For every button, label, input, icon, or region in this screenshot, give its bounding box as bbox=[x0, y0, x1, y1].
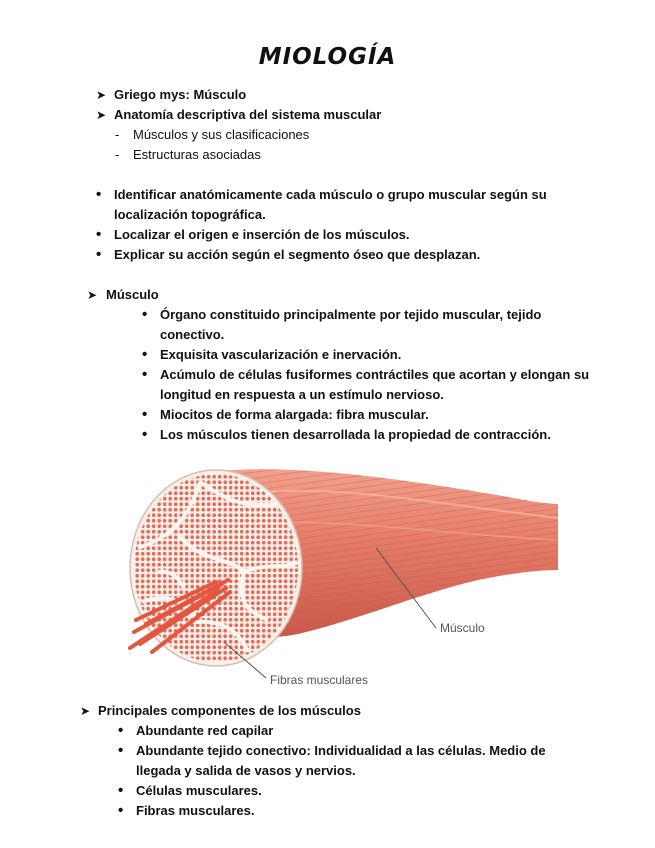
intro-subitem-text: Músculos y sus clasificaciones bbox=[133, 127, 310, 142]
muscle-bullet-text: Los músculos tienen desarrollada la propiedad de contracción. bbox=[160, 427, 551, 442]
muscle-bullet-text: Acúmulo de células fusiformes contráctiles que acortan y elongan su bbox=[160, 367, 590, 382]
dot-bullet-icon: • bbox=[118, 782, 124, 799]
dot-bullet-icon: • bbox=[142, 306, 148, 323]
dot-bullet-icon: • bbox=[96, 246, 102, 263]
dot-bullet-icon: • bbox=[142, 346, 148, 363]
page-title: MIOLOGÍA bbox=[258, 44, 397, 70]
objective-text: Localizar el origen e inserción de los músculos. bbox=[114, 227, 410, 242]
dot-bullet-icon: • bbox=[118, 722, 124, 739]
muscle-illustration bbox=[118, 452, 558, 700]
arrow-bullet-icon: ➤ bbox=[96, 88, 107, 102]
label-fibras-musculares: Fibras musculares bbox=[270, 673, 369, 687]
dash-bullet-icon: - bbox=[115, 127, 120, 142]
muscle-bullet-text: Miocitos de forma alargada: fibra muscular. bbox=[160, 407, 429, 422]
objective-text: Explicar su acción según el segmento óseo que desplazan. bbox=[114, 247, 481, 262]
objective-text: localización topográfica. bbox=[114, 207, 266, 222]
label-musculo: Músculo bbox=[440, 621, 485, 635]
muscle-bullet-text: Órgano constituido principalmente por tejido muscular, tejido bbox=[160, 307, 542, 322]
dash-bullet-icon: - bbox=[115, 147, 120, 162]
intro-subitem-text: Estructuras asociadas bbox=[133, 147, 261, 162]
component-bullet-text: Abundante tejido conectivo: Individualidad a las células. Medio de bbox=[136, 743, 546, 758]
dot-bullet-icon: • bbox=[118, 802, 124, 819]
arrow-bullet-icon: ➤ bbox=[96, 108, 107, 122]
dot-bullet-icon: • bbox=[96, 226, 102, 243]
dot-bullet-icon: • bbox=[96, 186, 102, 203]
arrow-bullet-icon: ➤ bbox=[80, 704, 91, 718]
objective-text: Identificar anatómicamente cada músculo o grupo muscular según su bbox=[114, 187, 547, 202]
intro-item-text: Anatomía descriptiva del sistema muscular bbox=[114, 107, 382, 122]
component-bullet-text: Abundante red capilar bbox=[136, 723, 274, 738]
muscle-bullet-text: conectivo. bbox=[160, 327, 225, 342]
dot-bullet-icon: • bbox=[142, 406, 148, 423]
intro-item-text: Griego mys: Músculo bbox=[114, 87, 247, 102]
muscle-bullet-text: longitud en respuesta a un estímulo nervioso. bbox=[160, 387, 444, 402]
component-bullet-text: llegada y salida de vasos y nervios. bbox=[136, 763, 356, 778]
arrow-bullet-icon: ➤ bbox=[87, 288, 98, 302]
component-bullet-text: Fibras musculares. bbox=[136, 803, 255, 818]
component-bullet-text: Células musculares. bbox=[136, 783, 262, 798]
dot-bullet-icon: • bbox=[142, 426, 148, 443]
dot-bullet-icon: • bbox=[118, 742, 124, 759]
dot-bullet-icon: • bbox=[142, 366, 148, 383]
section-heading-text: Músculo bbox=[106, 287, 159, 302]
section-heading-text: Principales componentes de los músculos bbox=[98, 703, 361, 718]
muscle-bullet-text: Exquisita vascularización e inervación. bbox=[160, 347, 402, 362]
muscle-diagram bbox=[118, 452, 558, 700]
